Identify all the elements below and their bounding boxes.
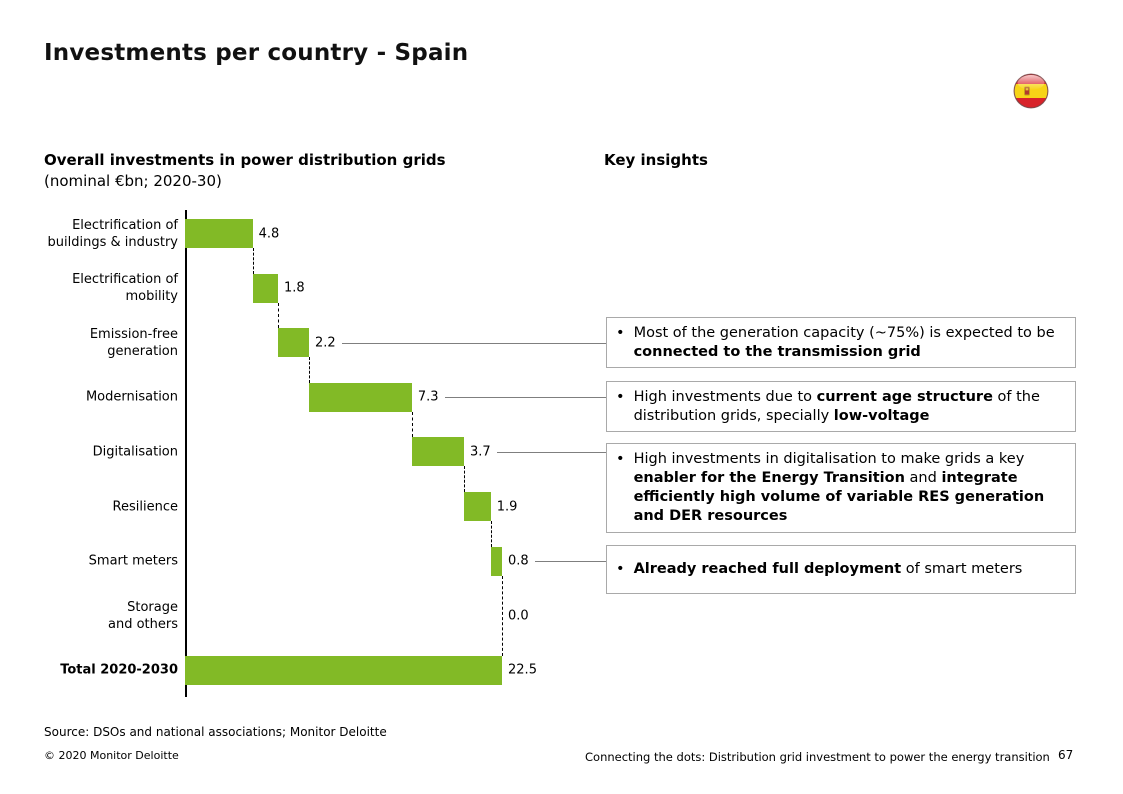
insight-connector-line: [342, 343, 606, 344]
copyright-note: © 2020 Monitor Deloitte: [44, 749, 179, 762]
bar-value-label: 2.2: [314, 335, 336, 351]
category-label: Electrification of mobility: [72, 272, 178, 305]
insight-box-smart-meters: [606, 545, 1076, 594]
category-label: Modernisation: [85, 389, 178, 405]
insight-connector-line: [497, 452, 606, 453]
insight-text: Most of the generation capacity (~75%) is expected to be connected to the transmission grid: [633, 324, 1055, 360]
step-dashed-connector: [502, 576, 503, 656]
insight-box-generation: [606, 317, 1076, 368]
waterfall-bar: [253, 274, 278, 303]
step-dashed-connector: [278, 303, 279, 329]
footer-report-title: Connecting the dots: Distribution grid investment to power the energy transition: [585, 750, 1050, 764]
category-label: Resilience: [112, 499, 178, 514]
page-title: Investments per country - Spain: [44, 40, 469, 66]
bullet-icon: •: [616, 388, 625, 405]
waterfall-bar: [185, 219, 253, 248]
category-label: Smart meters: [88, 553, 178, 569]
waterfall-bar: [185, 656, 502, 685]
chart-axis-line: [185, 210, 187, 697]
bar-value-label: 22.5: [508, 662, 537, 678]
category-label: Total 2020-2030: [60, 662, 178, 678]
category-label: Electrification of buildings & industry: [47, 217, 178, 250]
category-label: Digitalisation: [92, 444, 178, 460]
bar-value-label: 1.9: [496, 499, 518, 514]
bar-value-label: 0.0: [508, 608, 529, 624]
step-dashed-connector: [253, 248, 254, 274]
waterfall-bar: [278, 328, 309, 357]
bullet-icon: •: [616, 324, 625, 341]
insight-connector-line: [535, 561, 606, 562]
bar-value-label: 7.3: [417, 389, 439, 405]
category-label: Storage and others: [108, 599, 178, 632]
bar-value-label: 4.8: [258, 226, 280, 241]
chart-header: [44, 150, 524, 192]
bullet-icon: •: [616, 451, 625, 467]
waterfall-bar: [491, 547, 502, 576]
key-insights-header: Key insights: [604, 151, 708, 169]
bar-value-label: 3.7: [469, 444, 491, 460]
step-dashed-connector: [309, 357, 310, 383]
step-dashed-connector: [491, 521, 492, 547]
bar-value-label: 1.8: [283, 280, 305, 296]
insight-text: High investments due to current age structure of the distribution grids, specially low-voltage: [633, 388, 1040, 424]
insight-box-modernisation: [606, 381, 1076, 432]
insight-text: High investments in digitalisation to make grids a key enabler for the Energy Transition and integrate efficiently high volume of variable RES generation and DER resources: [633, 451, 1045, 524]
step-dashed-connector: [412, 412, 413, 438]
step-dashed-connector: [464, 466, 465, 492]
bar-value-label: 0.8: [508, 553, 529, 569]
category-label: Emission-free generation: [89, 326, 178, 359]
insight-text: Already reached full deployment of smart meters: [633, 561, 1023, 577]
chart-title: Overall investments in power distribution grids: [44, 151, 446, 169]
waterfall-bar: [309, 383, 412, 412]
waterfall-bar: [412, 437, 464, 466]
insight-connector-line: [445, 397, 606, 398]
source-note: Source: DSOs and national associations; Monitor Deloitte: [44, 725, 387, 739]
insight-box-digitalisation: [606, 443, 1076, 533]
waterfall-bar: [464, 492, 491, 521]
spain-flag-icon: [1013, 73, 1049, 109]
chart-subtitle: (nominal €bn; 2020-30): [44, 172, 222, 190]
page-number: 67: [1058, 748, 1074, 762]
bullet-icon: •: [616, 561, 625, 577]
